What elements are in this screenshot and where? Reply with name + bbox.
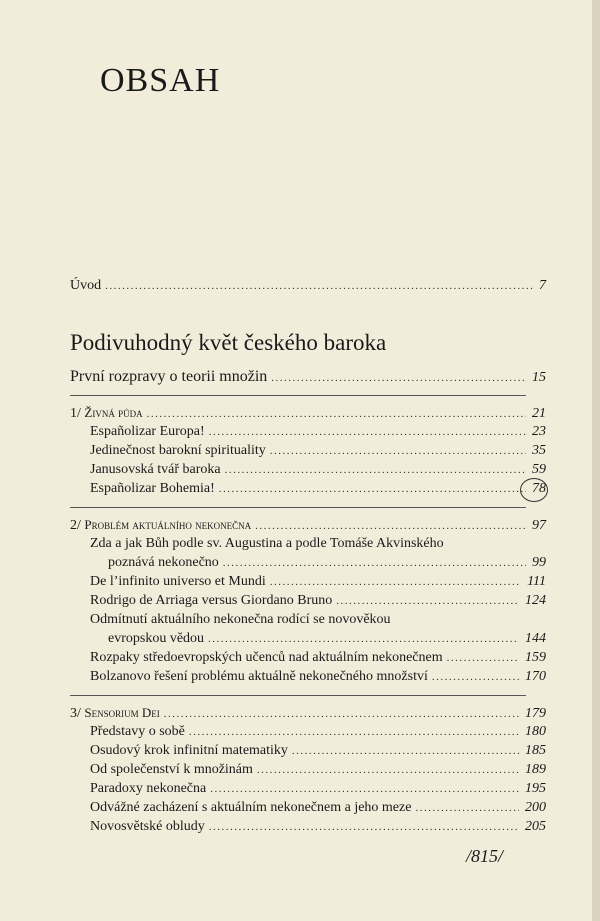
toc-entry[interactable] [90,762,546,778]
page-title: OBSAH [100,62,221,99]
leader-dots [164,706,519,722]
page-number: 35 [532,443,546,458]
page-number: 21 [532,406,546,421]
toc-entry[interactable] [90,819,546,835]
toc-entry[interactable] [90,593,546,609]
chapter-number: 1/ [70,406,81,421]
entry-label: poznává nekonečno [108,555,219,570]
page-number: 99 [532,555,546,570]
entry-label: De l’infinito universo et Mundi [90,574,266,589]
chapter-2-heading[interactable] [70,517,546,534]
entry-label: Rodrigo de Arriaga versus Giordano Bruno [90,593,333,608]
page-number: 97 [532,518,546,533]
page-number: 159 [525,650,546,665]
entry-label: Odvážné zacházení s aktuálním nekonečnem a jeho meze [90,800,412,815]
leader-dots [209,424,526,440]
toc-entry[interactable] [90,481,546,497]
page-number: 205 [525,819,546,834]
page-number: 200 [525,800,546,815]
entry-label: Osudový krok infinitní matematiky [90,743,288,758]
leader-dots [223,555,526,571]
entry-label: Paradoxy nekonečna [90,781,207,796]
toc-entry[interactable] [90,424,546,440]
toc-entry[interactable] [90,800,546,816]
toc-entry[interactable] [108,631,546,647]
chapter-heading: Problém aktuálního nekonečna [84,517,252,532]
page-number: 124 [525,593,546,608]
chapter-number: 2/ [70,518,81,533]
page-number: 195 [525,781,546,796]
toc-entry[interactable] [108,555,546,571]
entry-label: Españolizar Europa! [90,424,205,439]
entry-label: Novosvětské obludy [90,819,205,834]
toc-entry[interactable] [90,743,546,759]
page-number: 59 [532,462,546,477]
section-divider [70,395,526,396]
page-number: 144 [525,631,546,646]
entry-label: evropskou vědou [108,631,205,646]
toc-entry[interactable] [90,724,546,740]
leader-dots [147,406,526,422]
page-number: 15 [532,370,546,385]
entry-label: Bolzanovo řešení problému aktuálně nekonečného množství [90,669,428,684]
chapter-number: 3/ [70,706,81,721]
entry-label: První rozpravy o teorii množin [70,368,268,385]
book-page-number: /815/ [466,846,504,866]
toc-entry[interactable] [90,650,546,666]
page-number: 189 [525,762,546,777]
leader-dots [225,462,526,478]
part-title: Podivuhodný květ českého baroka [70,330,387,355]
chapter-1-heading[interactable] [70,405,546,422]
page-number: 78 [532,481,546,496]
leader-dots [432,669,519,685]
leader-dots [271,369,526,387]
chapter-heading: Živná půda [84,405,143,420]
entry-label: Úvod [70,278,102,293]
leader-dots [209,819,519,835]
leader-dots [270,574,521,590]
page-number: 185 [525,743,546,758]
page-number: 111 [527,574,546,589]
chapter-heading: Sensorium Dei [84,705,160,720]
entry-label: Rozpaky středoevropských učenců nad aktuálním nekonečnem [90,650,443,665]
section-divider [70,695,526,696]
leader-dots [336,593,519,609]
chapter-3-heading[interactable] [70,705,546,722]
page-number: 179 [525,706,546,721]
leader-dots [447,650,519,666]
leader-dots [415,800,519,816]
leader-dots [189,724,519,740]
leader-dots [270,443,526,459]
entry-label: Představy o sobě [90,724,185,739]
entry-label: Jedinečnost barokní spirituality [90,443,266,458]
leader-dots [208,631,519,647]
leader-dots [210,781,519,797]
toc-entry-intro[interactable] [70,278,546,294]
page-number: 7 [539,278,546,293]
toc-entry[interactable] [90,669,546,685]
toc-entry[interactable] [90,574,546,590]
page-number: 23 [532,424,546,439]
section-divider [70,507,526,508]
page-edge [592,0,600,921]
leader-dots [105,278,533,294]
entry-label: Janusovská tvář baroka [90,462,221,477]
leader-dots [257,762,519,778]
entry-label-line1[interactable]: Odmítnutí aktuálního nekonečna rodící se novověkou [90,612,391,627]
entry-label: Od společenství k množinám [90,762,253,777]
toc-entry-first[interactable] [70,368,546,387]
leader-dots [219,481,526,497]
entry-label-line1[interactable]: Zda a jak Bůh podle sv. Augustina a podle Tomáše Akvinského [90,536,444,551]
page-number: 170 [525,669,546,684]
toc-entry[interactable] [90,781,546,797]
toc-entry[interactable] [90,443,546,459]
entry-label: Españolizar Bohemia! [90,481,215,496]
leader-dots [292,743,519,759]
toc-entry[interactable] [90,462,546,478]
page-number: 180 [525,724,546,739]
handwritten-circle [520,478,548,502]
leader-dots [255,518,526,534]
